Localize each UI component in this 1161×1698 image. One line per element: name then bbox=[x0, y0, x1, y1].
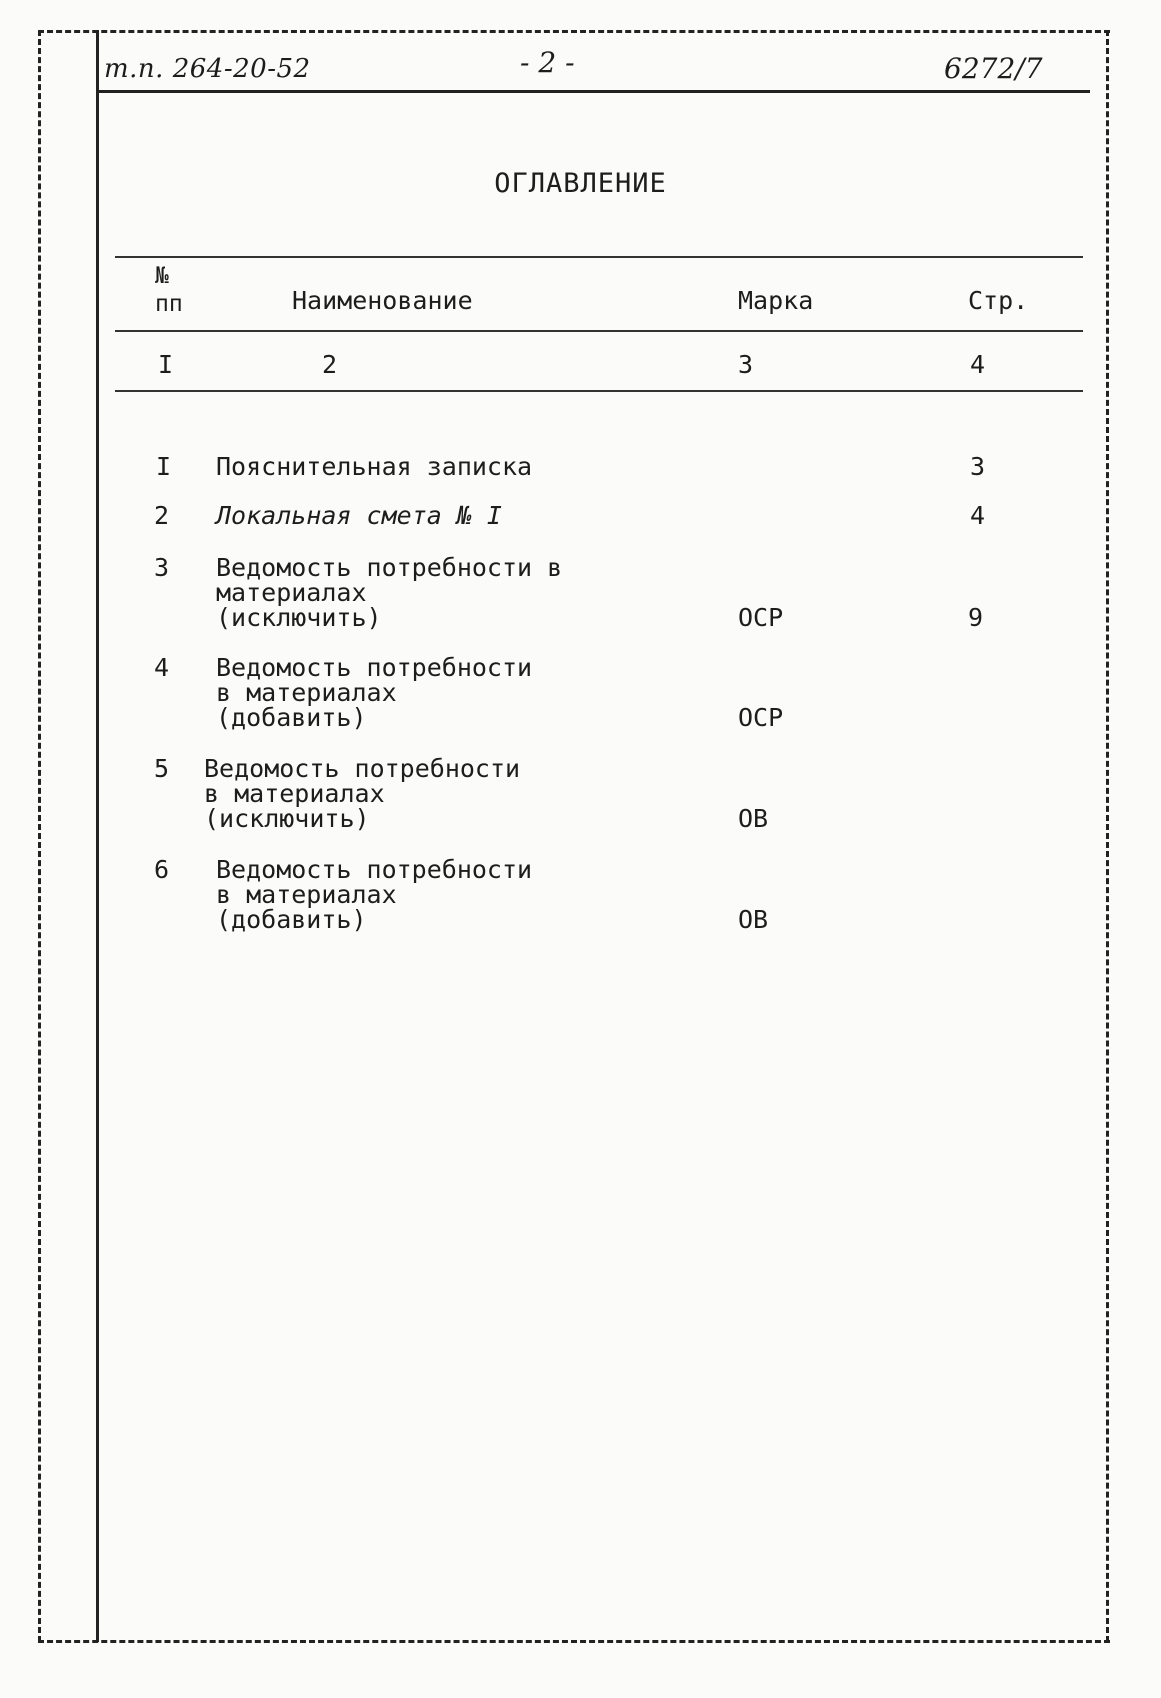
row-name: Локальная смета № I bbox=[216, 501, 502, 530]
row-mark: ОВ bbox=[738, 905, 769, 934]
reference-number: 6272/7 bbox=[944, 52, 1043, 85]
row-mark: ОСР bbox=[738, 603, 784, 632]
row-number: 5 bbox=[154, 754, 170, 783]
row-name: Ведомость потребности в материалах (добавить) bbox=[216, 653, 533, 732]
row-name: Ведомость потребности в материалах (исключить) bbox=[204, 754, 521, 833]
row-page: 9 bbox=[968, 603, 984, 632]
header-underline bbox=[96, 90, 1090, 93]
column-header-page: Стр. bbox=[968, 286, 1029, 315]
frame-border-right bbox=[1106, 30, 1109, 1642]
page-number: - 2 - bbox=[520, 46, 575, 79]
row-mark: ОВ bbox=[738, 804, 769, 833]
column-numbers-rule bbox=[115, 390, 1083, 392]
page-title: ОГЛАВЛЕНИЕ bbox=[494, 168, 667, 199]
row-number: I bbox=[156, 452, 172, 481]
row-mark: ОСР bbox=[738, 703, 784, 732]
frame-border-bottom bbox=[38, 1640, 1110, 1643]
column-number-3: 3 bbox=[738, 350, 754, 379]
row-page: 3 bbox=[970, 452, 986, 481]
column-header-name: Наименование bbox=[292, 286, 473, 315]
column-number-1: I bbox=[158, 350, 174, 379]
row-number: 6 bbox=[154, 855, 170, 884]
document-code: т.п. 264-20-52 bbox=[104, 54, 311, 84]
column-number-4: 4 bbox=[970, 350, 986, 379]
column-header-number: № пп bbox=[155, 263, 183, 317]
row-name: Ведомость потребности в материалах (исключить) bbox=[216, 553, 563, 632]
table-top-rule bbox=[115, 256, 1083, 258]
row-number: 2 bbox=[154, 501, 170, 530]
row-number: 3 bbox=[154, 553, 170, 582]
row-number: 4 bbox=[154, 653, 170, 682]
row-name: Пояснительная записка bbox=[216, 452, 533, 481]
row-name: Ведомость потребности в материалах (добавить) bbox=[216, 855, 533, 934]
column-number-2: 2 bbox=[322, 350, 338, 379]
inner-margin-line bbox=[96, 30, 99, 1642]
column-header-mark: Марка bbox=[738, 286, 814, 315]
frame-border-left bbox=[38, 30, 41, 1642]
header-bottom-rule bbox=[115, 330, 1083, 332]
frame-border-top bbox=[38, 30, 1110, 33]
row-page: 4 bbox=[970, 501, 986, 530]
